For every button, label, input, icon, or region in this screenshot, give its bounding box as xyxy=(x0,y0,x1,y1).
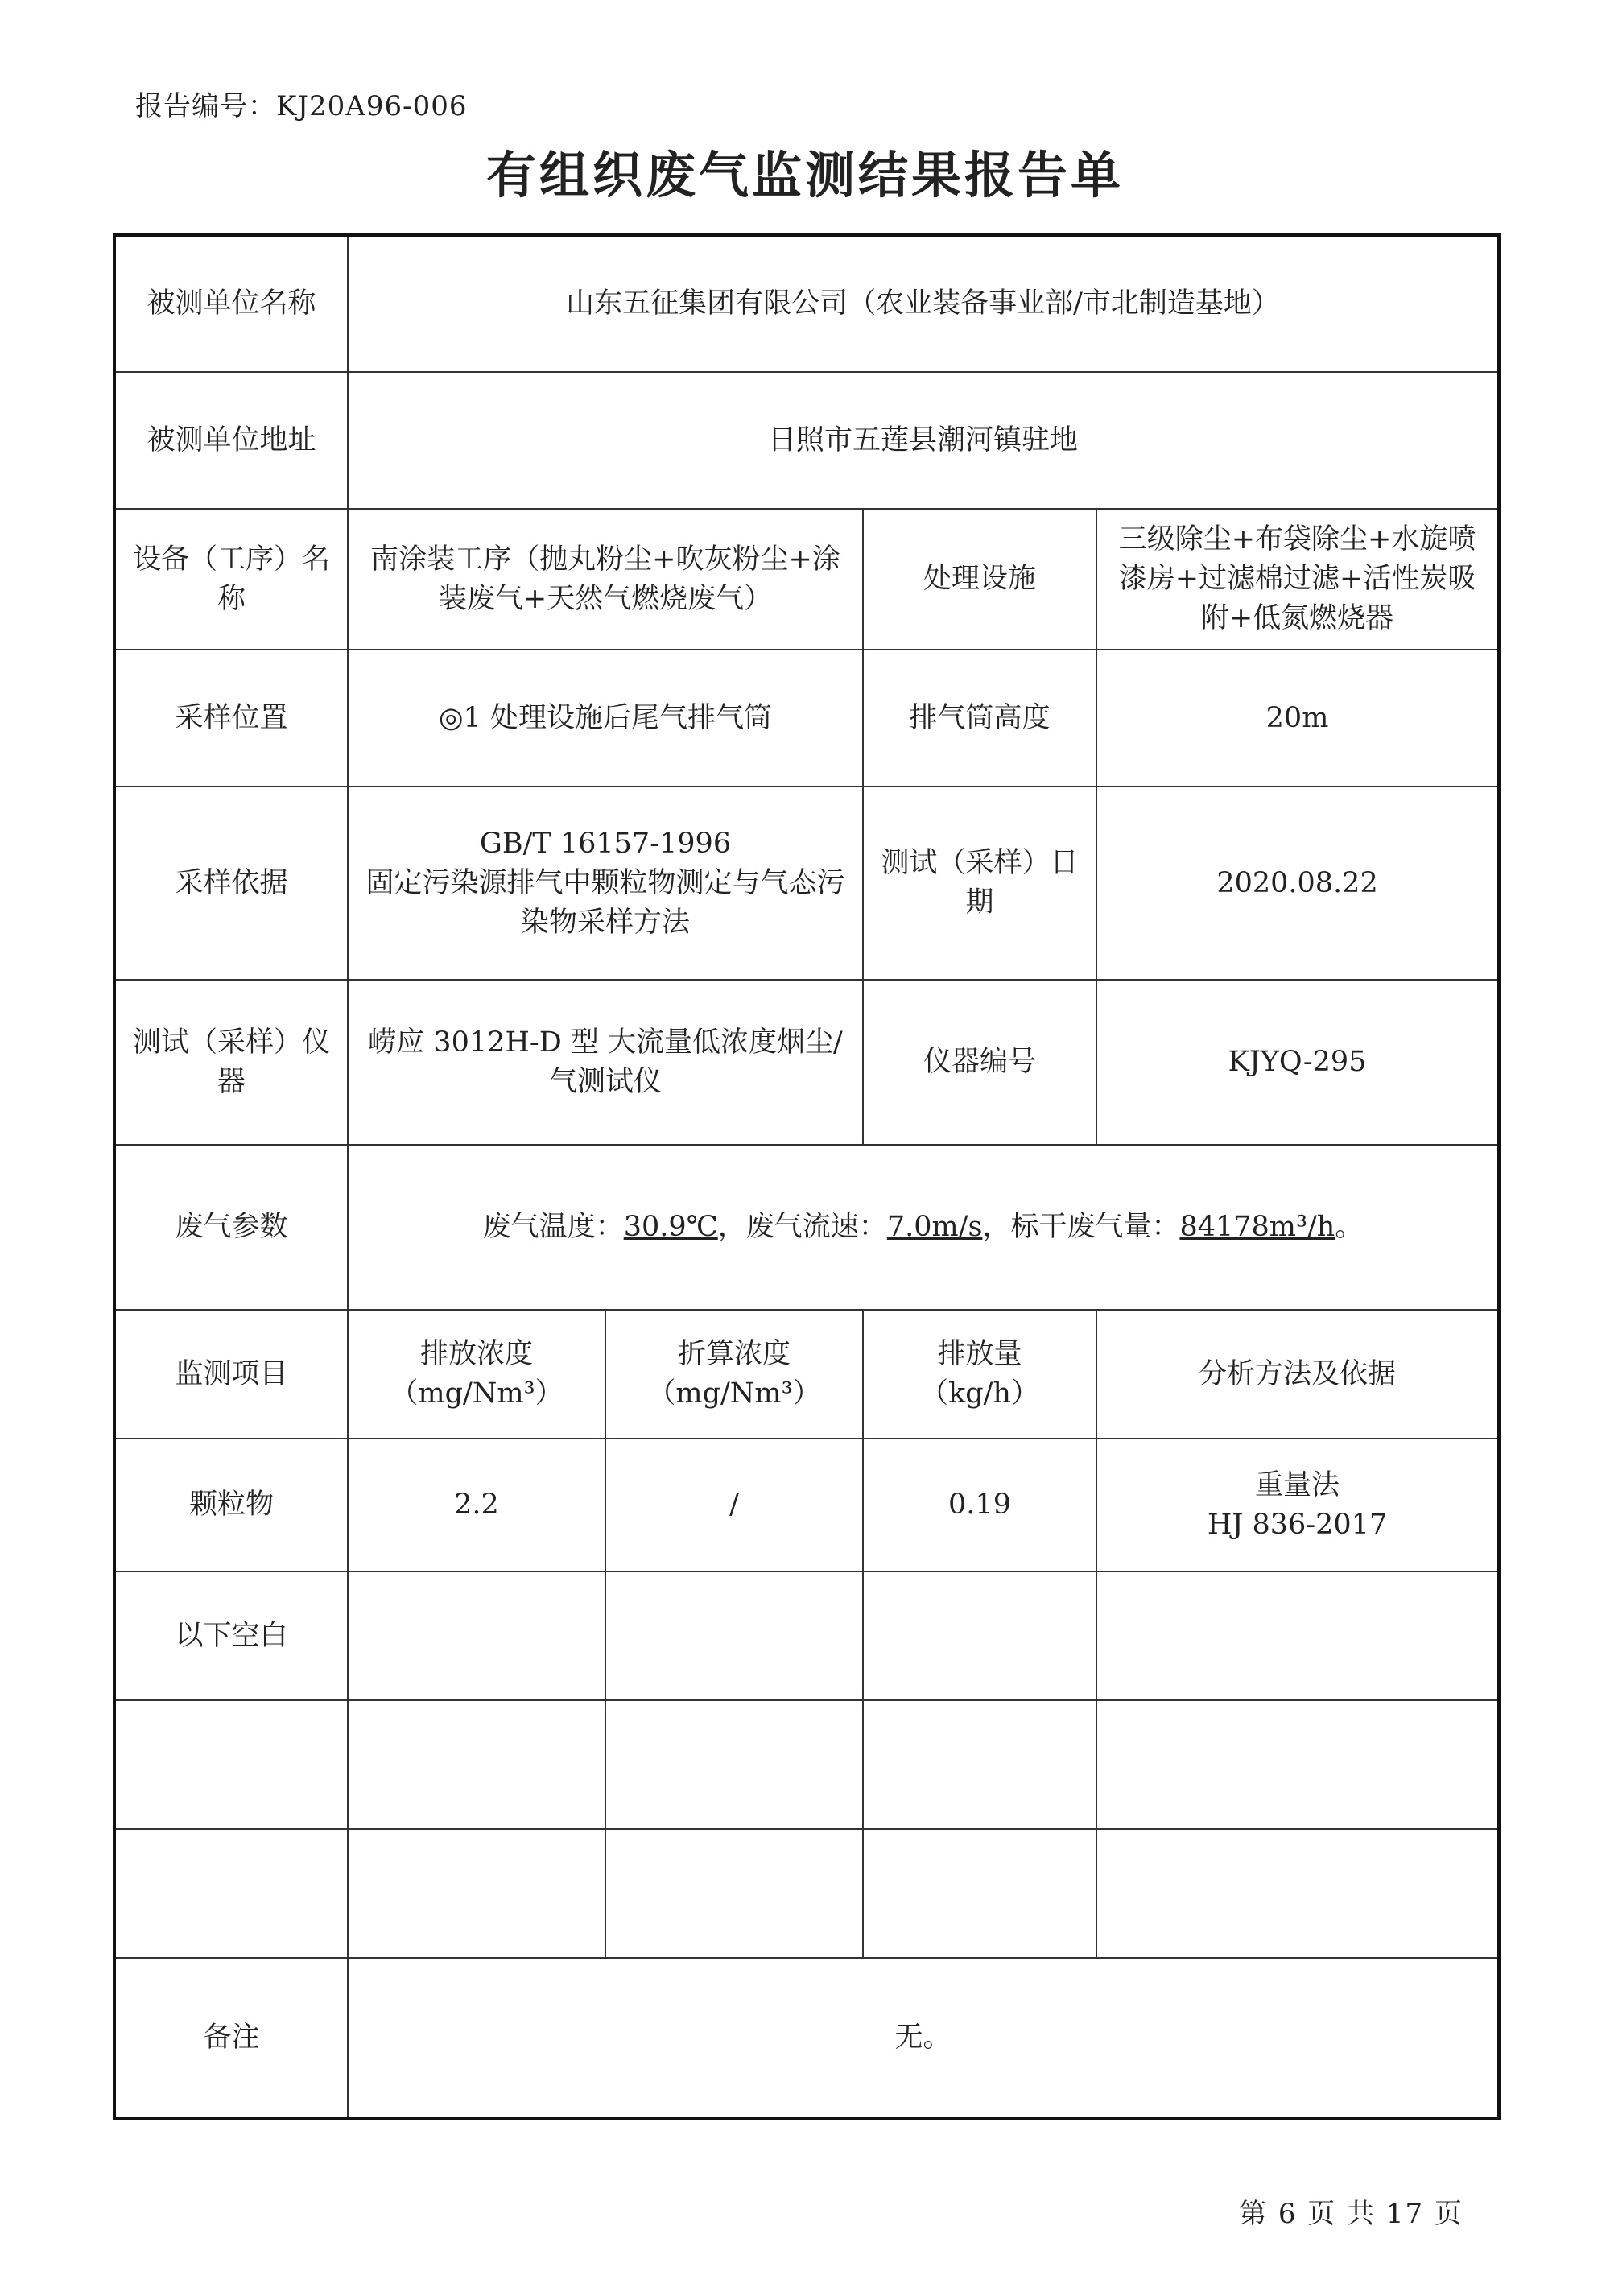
blank-cell xyxy=(605,1700,863,1829)
row-method-name: 重量法 xyxy=(1255,1468,1340,1501)
header-emission-rate xyxy=(863,1310,1096,1439)
header-emission-rate-name: 排放量 xyxy=(937,1338,1022,1370)
sampling-basis-label: 采样依据 xyxy=(114,787,348,980)
instrument-value: 崂应 3012H-D 型 大流量低浓度烟尘/气测试仪 xyxy=(348,980,863,1145)
blank-cell xyxy=(863,1700,1096,1829)
blank-cell xyxy=(348,1829,605,1958)
sampling-position-label: 采样位置 xyxy=(114,650,348,787)
results-header-row xyxy=(114,1310,1499,1439)
sampling-basis-name: 固定污染源排气中颗粒物测定与气态污染物采样方法 xyxy=(365,866,845,939)
gas-params-value xyxy=(348,1145,1499,1310)
blank-cell xyxy=(863,1571,1096,1700)
blank-cell xyxy=(348,1700,605,1829)
row-method-code: HJ 836-2017 xyxy=(1207,1508,1388,1541)
sampling-position-value: ◎1 处理设施后尾气排气筒 xyxy=(348,650,863,787)
equipment-label: 设备（工序）名称 xyxy=(114,509,348,650)
gas-temp-label: 废气温度： xyxy=(482,1211,624,1243)
table-row xyxy=(114,1439,1499,1571)
unit-address-label: 被测单位地址 xyxy=(114,372,348,509)
sampling-position-row xyxy=(114,650,1499,787)
instrument-row xyxy=(114,980,1499,1145)
header-emission-rate-unit: （kg/h） xyxy=(920,1377,1039,1410)
report-number-value: KJ20A96-006 xyxy=(276,90,468,122)
blank-cell xyxy=(1096,1829,1499,1958)
instrument-no-value: KJYQ-295 xyxy=(1096,980,1499,1145)
sampling-date-value: 2020.08.22 xyxy=(1096,787,1499,980)
header-emission-conc-name: 排放浓度 xyxy=(419,1338,533,1370)
header-converted-conc xyxy=(605,1310,863,1439)
stack-height-value: 20m xyxy=(1096,650,1499,787)
row-converted-conc: / xyxy=(605,1439,863,1571)
sampling-basis-code: GB/T 16157-1996 xyxy=(479,827,732,860)
blank-cell xyxy=(348,1571,605,1700)
blank-cell xyxy=(114,1700,348,1829)
remarks-value: 无。 xyxy=(348,1958,1499,2119)
stack-height-label: 排气筒高度 xyxy=(863,650,1096,787)
header-emission-conc-unit: （mg/Nm³） xyxy=(390,1377,564,1410)
blank-cell xyxy=(605,1829,863,1958)
gas-flow-value: 84178m³/h xyxy=(1179,1211,1335,1243)
report-table xyxy=(113,233,1501,2120)
gas-sep-2: ， xyxy=(982,1211,1011,1243)
header-emission-conc xyxy=(348,1310,605,1439)
header-item: 监测项目 xyxy=(114,1310,348,1439)
header-converted-conc-name: 折算浓度 xyxy=(677,1338,791,1370)
header-converted-conc-unit: （mg/Nm³） xyxy=(647,1377,821,1410)
blank-cell xyxy=(863,1829,1096,1958)
report-number xyxy=(135,84,468,123)
blank-row-3 xyxy=(114,1829,1499,1958)
gas-flow-label: 标干废气量： xyxy=(1010,1211,1180,1243)
gas-params-label: 废气参数 xyxy=(114,1145,348,1310)
instrument-no-label: 仪器编号 xyxy=(863,980,1096,1145)
blank-cell xyxy=(1096,1571,1499,1700)
page-title: 有组织废气监测结果报告单 xyxy=(485,146,1124,204)
unit-address-row xyxy=(114,372,1499,509)
gas-params-row xyxy=(114,1145,1499,1310)
row-method xyxy=(1096,1439,1499,1571)
sampling-date-label: 测试（采样）日期 xyxy=(863,787,1096,980)
blank-label: 以下空白 xyxy=(114,1571,348,1700)
sampling-basis-row xyxy=(114,787,1499,980)
blank-cell xyxy=(114,1829,348,1958)
page-number: 第 6 页 共 17 页 xyxy=(1239,2198,1463,2230)
report-number-label: 报告编号： xyxy=(135,90,276,122)
blank-cell xyxy=(1096,1700,1499,1829)
equipment-row xyxy=(114,509,1499,650)
remarks-label: 备注 xyxy=(114,1958,348,2119)
sampling-basis-value xyxy=(348,787,863,980)
row-item: 颗粒物 xyxy=(114,1439,348,1571)
unit-address-value: 日照市五莲县潮河镇驻地 xyxy=(348,372,1499,509)
facility-label: 处理设施 xyxy=(863,509,1096,650)
gas-speed-label: 废气流速： xyxy=(745,1211,887,1243)
row-emission-conc: 2.2 xyxy=(348,1439,605,1571)
blank-row-2 xyxy=(114,1700,1499,1829)
unit-name-row xyxy=(114,235,1499,372)
unit-name-label: 被测单位名称 xyxy=(114,235,348,372)
row-emission-rate: 0.19 xyxy=(863,1439,1096,1571)
remarks-row xyxy=(114,1958,1499,2119)
blank-row-1 xyxy=(114,1571,1499,1700)
equipment-value: 南涂装工序（抛丸粉尘+吹灰粉尘+涂装废气+天然气燃烧废气） xyxy=(348,509,863,650)
gas-sep-1: ， xyxy=(717,1211,746,1243)
header-method: 分析方法及依据 xyxy=(1096,1310,1499,1439)
unit-name-value: 山东五征集团有限公司（农业装备事业部/市北制造基地） xyxy=(348,235,1499,372)
instrument-label: 测试（采样）仪器 xyxy=(114,980,348,1145)
facility-value: 三级除尘+布袋除尘+水旋喷漆房+过滤棉过滤+活性炭吸附+低氮燃烧器 xyxy=(1096,509,1499,650)
blank-cell xyxy=(605,1571,863,1700)
gas-speed-value: 7.0m/s xyxy=(886,1211,983,1243)
gas-end: 。 xyxy=(1335,1211,1364,1243)
gas-temp-value: 30.9℃ xyxy=(623,1211,718,1243)
